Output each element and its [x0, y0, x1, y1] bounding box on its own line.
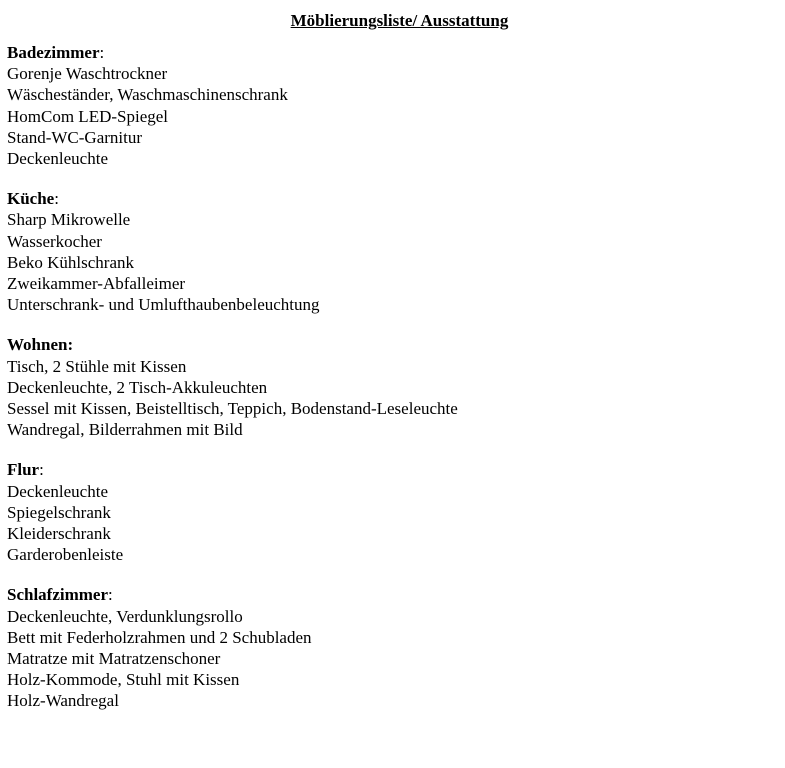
list-item: Wasserkocher [7, 231, 102, 251]
list-item: Spiegelschrank [7, 502, 111, 522]
list-item: Garderobenleiste [7, 545, 124, 565]
list-item: Deckenleuchte [7, 149, 108, 169]
document-section [7, 188, 785, 315]
section-heading [7, 188, 785, 209]
list-item: Bett mit Federholzrahmen und 2 Schubladen [7, 627, 312, 647]
section-heading-label: Wohnen: [7, 335, 74, 355]
document-section [7, 459, 785, 565]
document-section [7, 42, 785, 169]
list-item: Tisch, 2 Stühle mit Kissen [7, 356, 187, 376]
section-heading-colon: : [99, 43, 105, 62]
list-item: Matratze mit Matratzenschoner [7, 649, 221, 669]
list-item: Gorenje Waschtrockner [7, 64, 168, 84]
section-heading-colon: : [39, 460, 44, 480]
section-heading [7, 42, 785, 63]
list-item: Deckenleuchte [7, 481, 108, 501]
list-item: Deckenleuchte, 2 Tisch-Akkuleuchten [7, 377, 268, 397]
list-item: Beko Kühlschrank [7, 252, 135, 272]
list-item: Holz-Wandregal [7, 691, 119, 711]
section-heading [7, 459, 785, 480]
document-section [7, 334, 785, 440]
section-heading-label: Badezimmer [7, 43, 100, 62]
section-heading-colon: : [108, 585, 113, 605]
list-item: Unterschrank- und Umlufthaubenbeleuchtung [7, 295, 320, 315]
list-item: Zweikammer-Abfalleimer [7, 274, 186, 294]
page-title: Möblierungsliste/ Ausstattung [290, 11, 509, 30]
section-heading [7, 584, 785, 605]
list-item: Holz-Kommode, Stuhl mit Kissen [7, 670, 240, 690]
list-item: Sessel mit Kissen, Beistelltisch, Teppich, Bodenstand-Leseleuchte [7, 399, 458, 419]
list-item: Wäscheständer, Waschmaschinenschrank [7, 85, 288, 105]
section-heading-colon: : [54, 189, 59, 209]
document-section [7, 584, 785, 711]
list-item: Kleiderschrank [7, 524, 111, 544]
section-heading-label: Flur [7, 460, 40, 480]
section-heading [7, 334, 785, 355]
list-item: Wandregal, Bilderrahmen mit Bild [7, 420, 243, 440]
list-item: Sharp Mikrowelle [7, 210, 131, 230]
document-body [0, 42, 785, 712]
list-item: HomCom LED-Spiegel [7, 106, 169, 126]
list-item: Stand-WC-Garnitur [7, 127, 143, 147]
list-item: Deckenleuchte, Verdunklungsrollo [7, 606, 243, 626]
section-heading-label: Schlafzimmer [7, 585, 109, 605]
section-heading-label: Küche [7, 189, 55, 209]
